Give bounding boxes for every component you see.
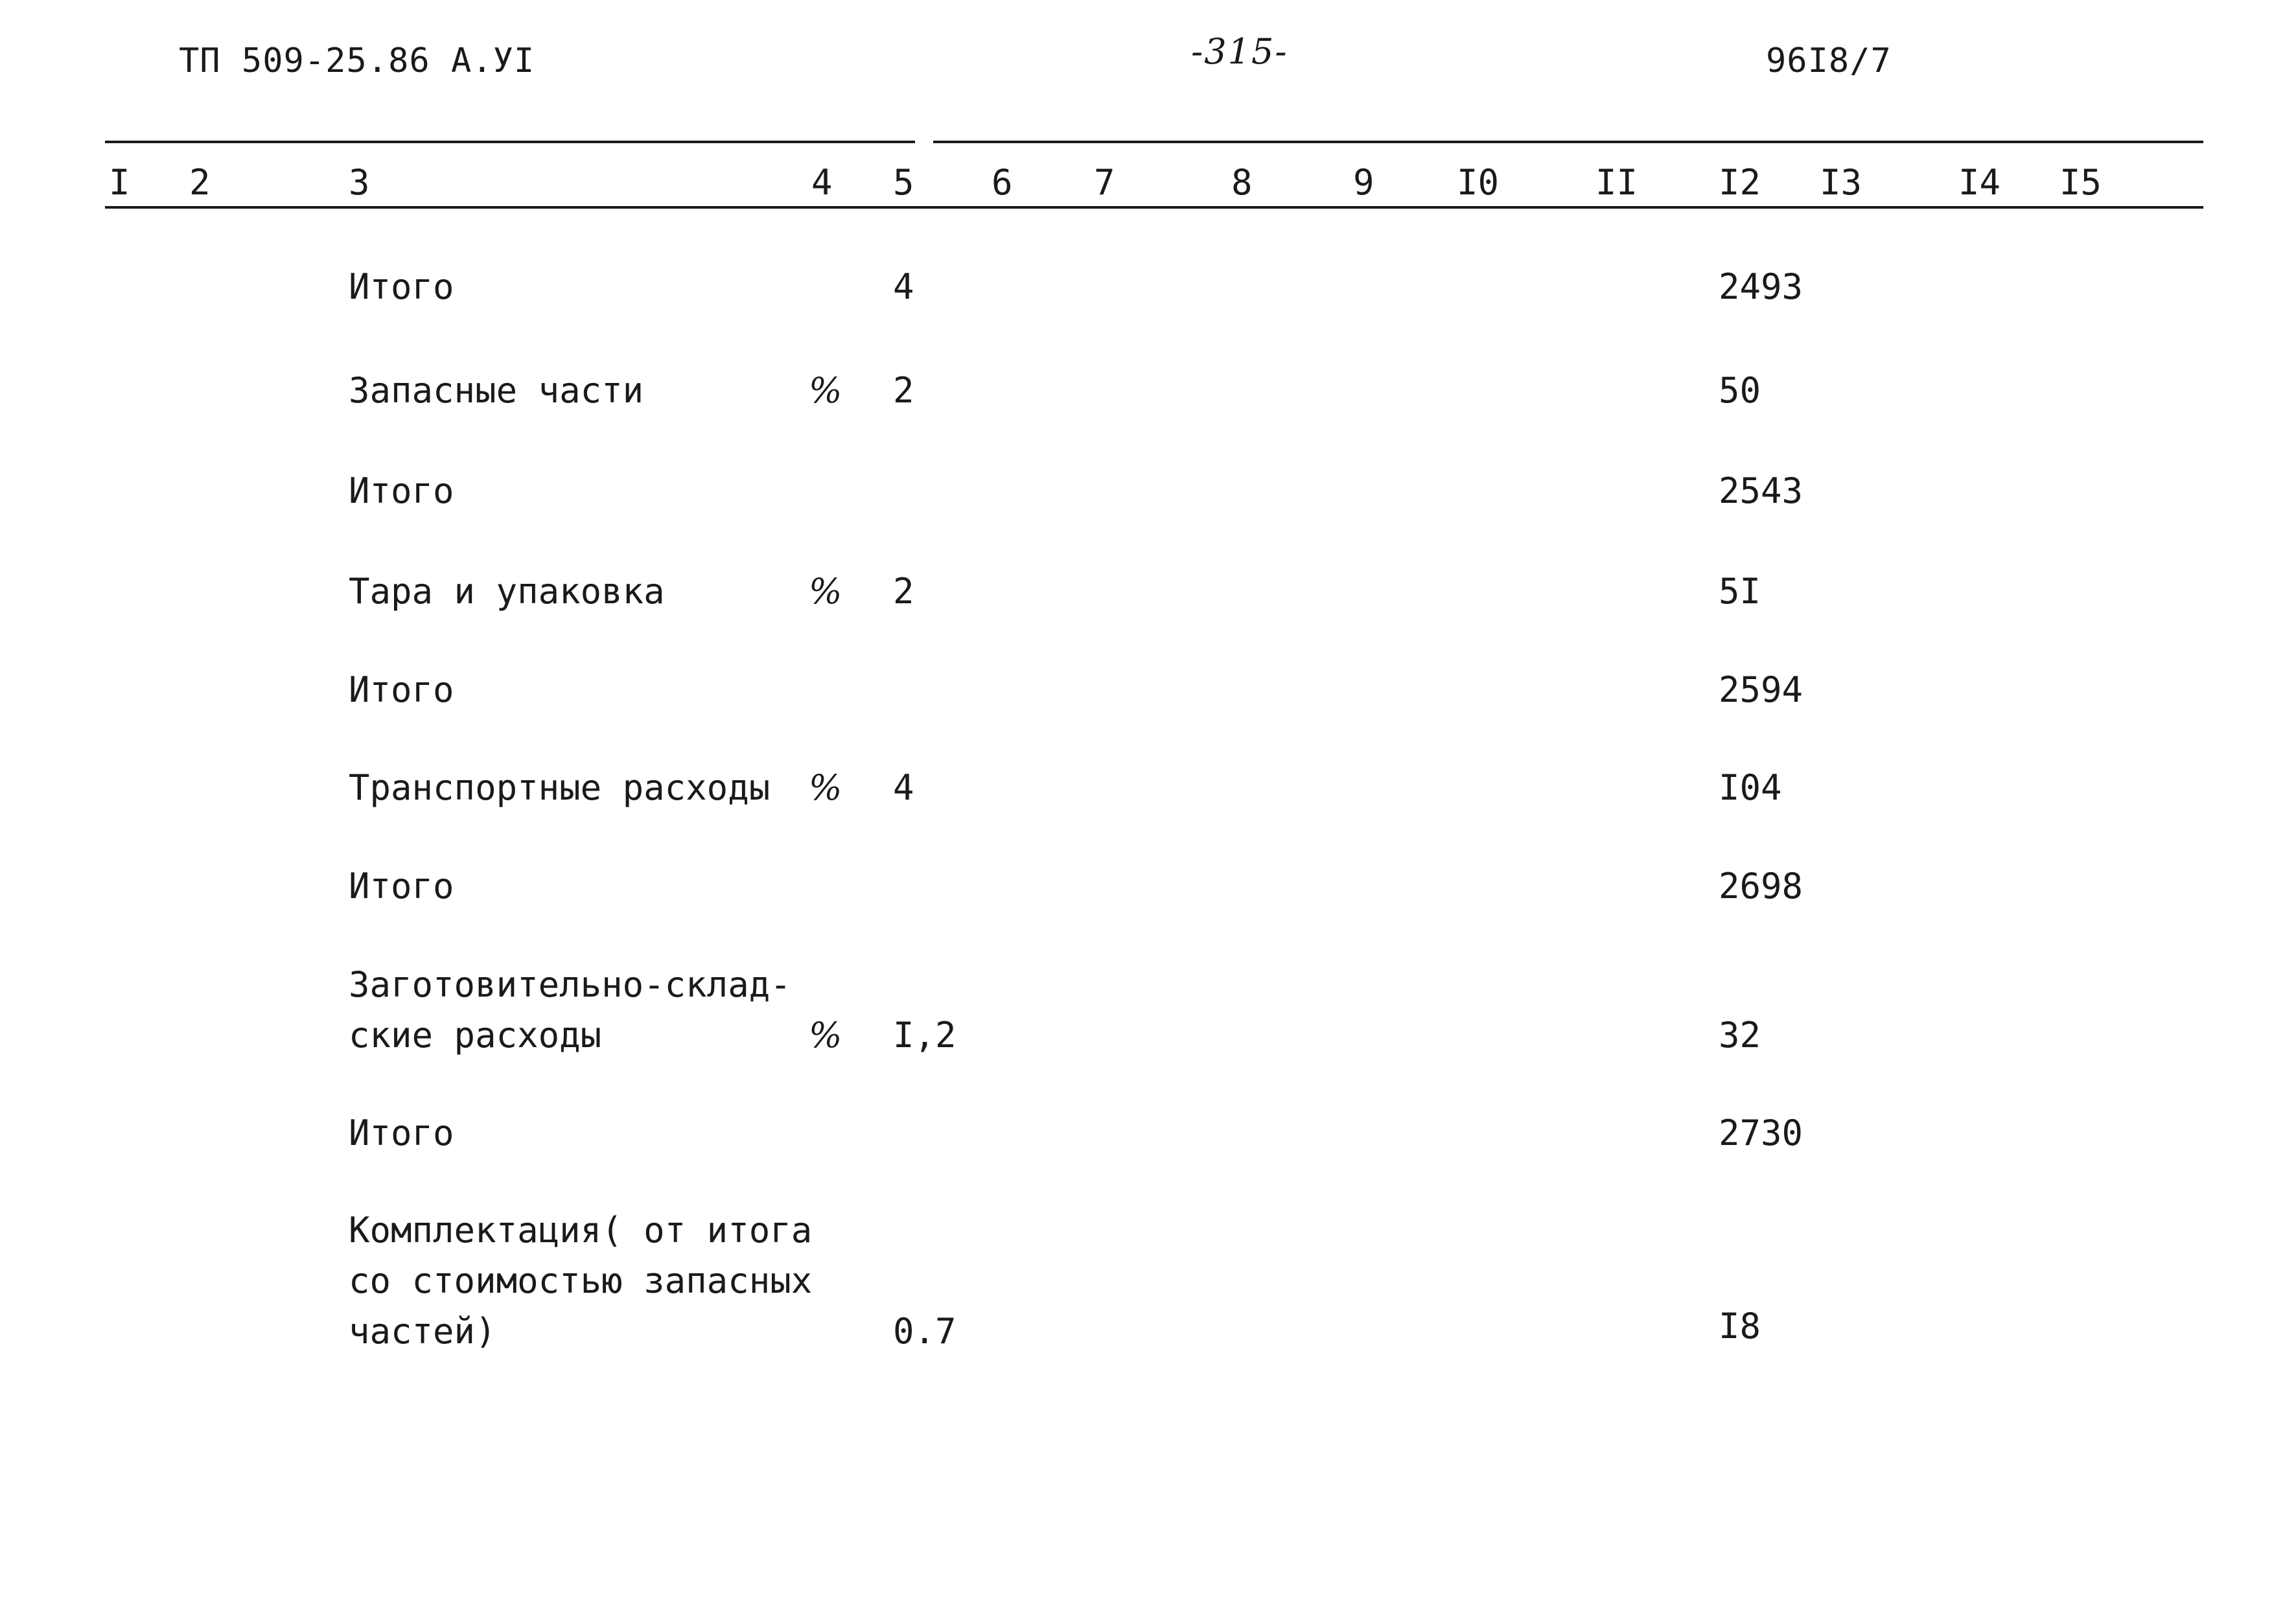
sheet-reference: 96I8/7 bbox=[1766, 41, 1892, 80]
row-amount: I04 bbox=[1719, 767, 1782, 808]
row-rate: 4 bbox=[893, 266, 914, 307]
document-code: ТП 509-25.86 А.УI bbox=[179, 41, 535, 80]
row-name: Комплектация( от итога со стоимостью запасных частей) bbox=[349, 1210, 813, 1352]
row-rate: 2 bbox=[893, 370, 914, 411]
column-number: 8 bbox=[1231, 162, 1253, 203]
row-unit: % bbox=[809, 370, 842, 411]
page-number: -315- bbox=[1191, 31, 1288, 72]
column-number: 5 bbox=[893, 162, 914, 203]
row-unit: % bbox=[809, 767, 842, 808]
row-name: Заготовительно-склад- ские расходы bbox=[349, 964, 791, 1056]
row-name: Запасные части bbox=[349, 370, 644, 411]
row-unit: % bbox=[809, 571, 842, 612]
row-name: Итого bbox=[349, 470, 454, 511]
row-amount: 32 bbox=[1719, 1015, 1761, 1056]
column-number: 6 bbox=[991, 162, 1013, 203]
column-number: I5 bbox=[2059, 162, 2102, 203]
row-amount: 50 bbox=[1719, 370, 1761, 411]
row-rate: 4 bbox=[893, 767, 914, 808]
column-number: I2 bbox=[1719, 162, 1761, 203]
row-name: Итого bbox=[349, 866, 454, 907]
top-rule-left bbox=[105, 141, 915, 143]
row-rate: I,2 bbox=[893, 1015, 957, 1056]
row-unit: % bbox=[809, 1015, 842, 1056]
column-number: 3 bbox=[349, 162, 370, 203]
row-rate: 2 bbox=[893, 571, 914, 612]
row-name: Итого bbox=[349, 669, 454, 710]
column-number: 2 bbox=[189, 162, 211, 203]
column-number: 4 bbox=[811, 162, 833, 203]
column-number: II bbox=[1595, 162, 1638, 203]
column-header-underline bbox=[105, 206, 2203, 209]
column-number: 7 bbox=[1094, 162, 1115, 203]
row-amount: 2698 bbox=[1719, 866, 1803, 907]
row-rate: 0.7 bbox=[893, 1311, 957, 1352]
row-amount: 2594 bbox=[1719, 669, 1803, 710]
row-name: Тара и упаковка bbox=[349, 571, 665, 612]
column-number: I0 bbox=[1457, 162, 1500, 203]
column-number: I bbox=[109, 162, 130, 203]
row-name: Итого bbox=[349, 266, 454, 307]
row-amount: 2730 bbox=[1719, 1113, 1803, 1153]
column-number: I4 bbox=[1958, 162, 2001, 203]
row-name: Итого bbox=[349, 1113, 454, 1153]
row-name: Транспортные расходы bbox=[349, 767, 771, 808]
row-amount: 2543 bbox=[1719, 470, 1803, 511]
column-number: I3 bbox=[1820, 162, 1862, 203]
row-amount: 5I bbox=[1719, 571, 1761, 612]
column-number: 9 bbox=[1353, 162, 1374, 203]
row-amount: I8 bbox=[1719, 1306, 1761, 1347]
top-rule-right bbox=[933, 141, 2203, 143]
row-amount: 2493 bbox=[1719, 266, 1803, 307]
